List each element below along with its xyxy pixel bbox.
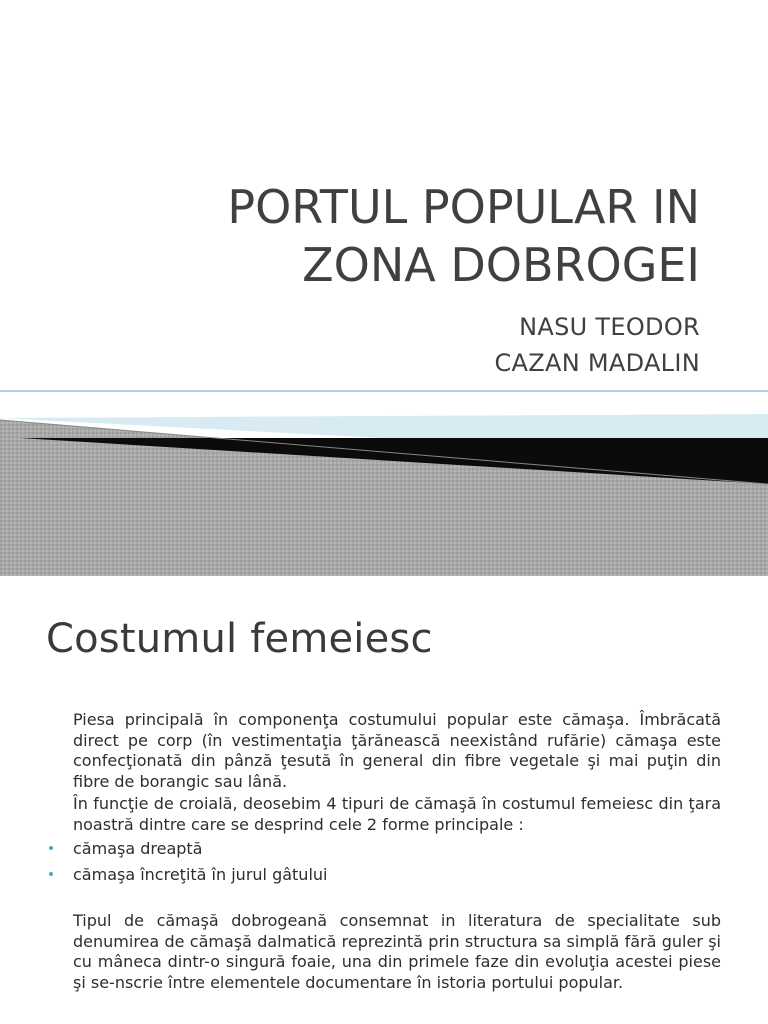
author-1: NASU TEODOR (519, 313, 700, 341)
slide-body (73, 710, 721, 995)
bullet-icon (49, 846, 53, 850)
list-item (73, 839, 721, 859)
paragraph-3: Tipul de cămaşă dobrogeană consemnat in literatura de specialitate sub denumirea de cămaşă dalmatică reprezintă prin structura sa simplă fără guler şi cu mâneca dintr-o singură foaie, una din primele faze din evoluţia acestei piese şi se-nscrie între elementele documentare în istoria portului popular. (73, 911, 721, 992)
bullet-list (73, 839, 721, 885)
list-item-text: cămaşa încreţită în jurul gâtului (73, 865, 328, 884)
content-slide (0, 576, 768, 1024)
list-item-text: cămaşa dreaptă (73, 839, 203, 858)
authors (280, 309, 700, 381)
decorative-bands (0, 388, 768, 576)
list-item (73, 865, 721, 885)
paragraph-1: Piesa principală în componenţa costumului popular este cămaşa. Îmbrăcată direct pe corp (în vestimentaţia ţărănească neexistând rufărie) cămaşa este confecţionată din pânză ţesută în general din fibre vegetale şi mai puţin din fibre de borangic sau lână. (73, 710, 721, 791)
author-2: CAZAN MADALIN (494, 349, 700, 377)
title-line-1: PORTUL POPULAR IN (227, 180, 700, 234)
presentation-title (140, 178, 700, 294)
paragraph-2: În funcţie de croială, deosebim 4 tipuri de cămaşă în costumul femeiesc din ţara noastră dintre care se desprind cele 2 forme principale : (73, 794, 721, 834)
bullet-icon (49, 872, 53, 876)
slide-title: Costumul femeiesc (46, 616, 433, 662)
title-line-2: ZONA DOBROGEI (302, 238, 700, 292)
